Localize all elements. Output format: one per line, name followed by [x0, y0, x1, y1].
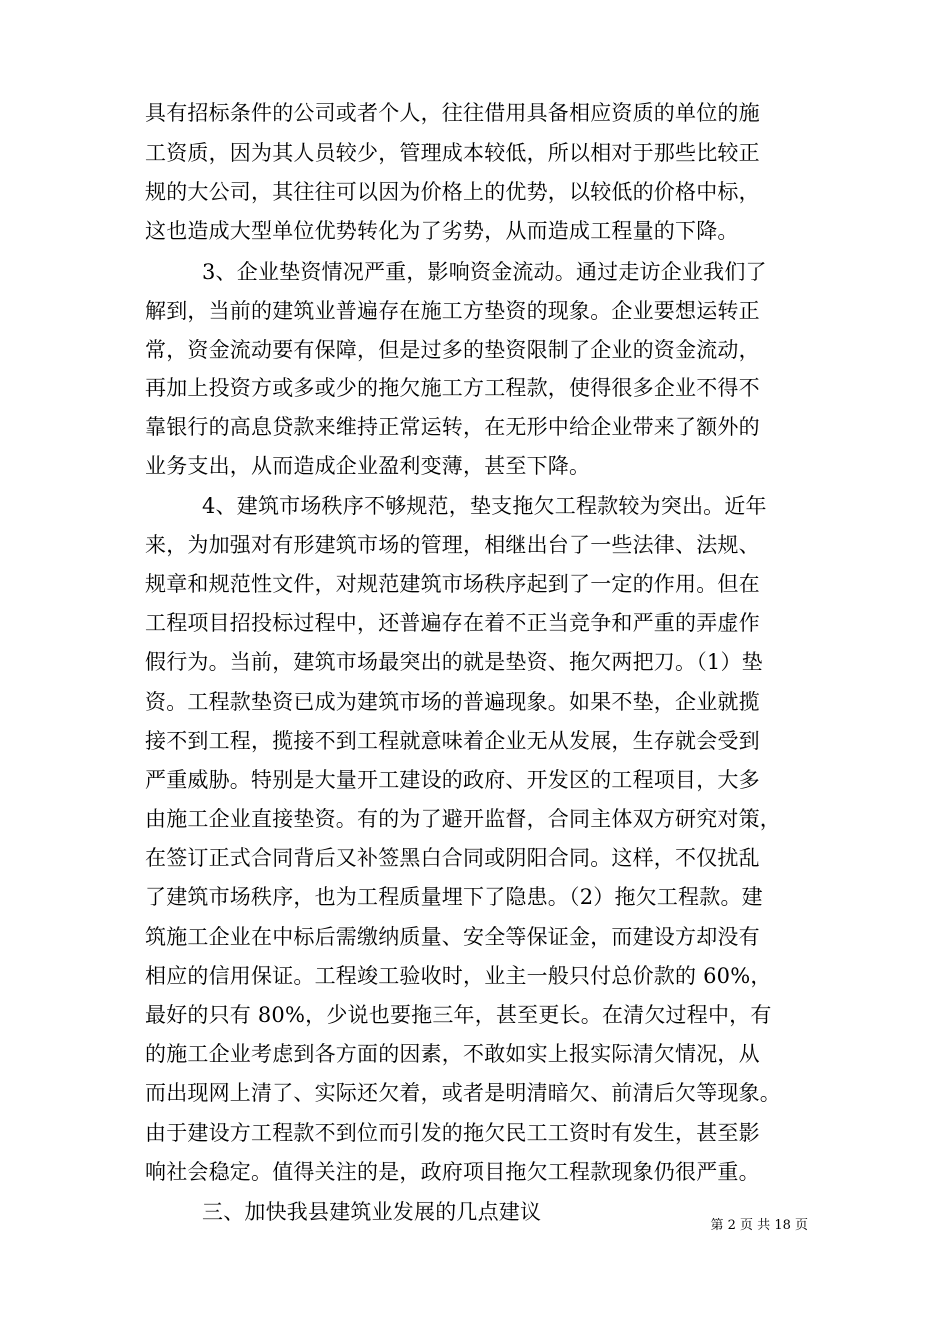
text-line: 的施工企业考虑到各方面的因素，不敢如实上报实际清欠情况，从: [145, 1042, 760, 1066]
text-line: 三、加快我县建筑业发展的几点建议: [202, 1200, 542, 1224]
text-line: 严重威胁。特别是大量开工建设的政府、开发区的工程项目，大多: [145, 768, 760, 792]
text-line: 资。工程款垫资已成为建筑市场的普遍现象。如果不垫，企业就揽: [145, 690, 760, 714]
text-line: 接不到工程，揽接不到工程就意味着企业无从发展，生存就会受到: [145, 729, 760, 753]
text-line: 响社会稳定。值得关注的是，政府项目拖欠工程款现象仍很严重。: [145, 1160, 760, 1184]
text-line: 假行为。当前，建筑市场最突出的就是垫资、拖欠两把刀。（1）垫: [145, 650, 763, 674]
text-line: 3、企业垫资情况严重，影响资金流动。通过走访企业我们了: [202, 260, 767, 284]
text-line: 规章和规范性文件，对规范建筑市场秩序起到了一定的作用。但在: [145, 572, 760, 596]
page-number-footer: 第 2 页 共 18 页: [710, 1218, 808, 1233]
text-line: 4、建筑市场秩序不够规范，垫支拖欠工程款较为突出。近年: [202, 494, 767, 518]
text-line: 规的大公司，其往往可以因为价格上的优势，以较低的价格中标，: [145, 180, 760, 204]
text-line: 相应的信用保证。工程竣工验收时，业主一般只付总价款的 60%，: [145, 964, 772, 988]
text-line: 工程项目招投标过程中，还普遍存在着不正当竞争和严重的弄虚作: [145, 611, 760, 635]
text-line: 解到，当前的建筑业普遍存在施工方垫资的现象。企业要想运转正: [145, 299, 760, 323]
text-line: 来，为加强对有形建筑市场的管理，相继出台了一些法律、法规、: [145, 533, 760, 557]
text-line: 再加上投资方或多或少的拖欠施工方工程款，使得很多企业不得不: [145, 376, 760, 400]
text-line: 业务支出，从而造成企业盈利变薄，甚至下降。: [145, 454, 591, 478]
text-line: 筑施工企业在中标后需缴纳质量、安全等保证金，而建设方却没有: [145, 925, 760, 949]
text-line: 而出现网上清了、实际还欠着，或者是明清暗欠、前清后欠等现象。: [145, 1081, 781, 1105]
text-line: 由施工企业直接垫资。有的为了避开监督，合同主体双方研究对策，: [145, 807, 781, 831]
text-line: 具有招标条件的公司或者个人，往往借用具备相应资质的单位的施: [145, 101, 760, 125]
text-line: 由于建设方工程款不到位而引发的拖欠民工工资时有发生，甚至影: [145, 1121, 760, 1145]
text-line: 了建筑市场秩序，也为工程质量埋下了隐患。（2）拖欠工程款。建: [145, 885, 763, 909]
text-line: 最好的只有 80%，少说也要拖三年，甚至更长。在清欠过程中，有: [145, 1003, 772, 1027]
text-line: 常，资金流动要有保障，但是过多的垫资限制了企业的资金流动，: [145, 338, 760, 362]
text-line: 这也造成大型单位优势转化为了劣势，从而造成工程量的下降。: [145, 219, 739, 243]
text-line: 在签订正式合同背后又补签黑白合同或阴阳合同。这样，不仅扰乱: [145, 846, 760, 870]
text-line: 靠银行的高息贷款来维持正常运转，在无形中给企业带来了额外的: [145, 415, 760, 439]
text-line: 工资质，因为其人员较少，管理成本较低，所以相对于那些比较正: [145, 141, 760, 165]
